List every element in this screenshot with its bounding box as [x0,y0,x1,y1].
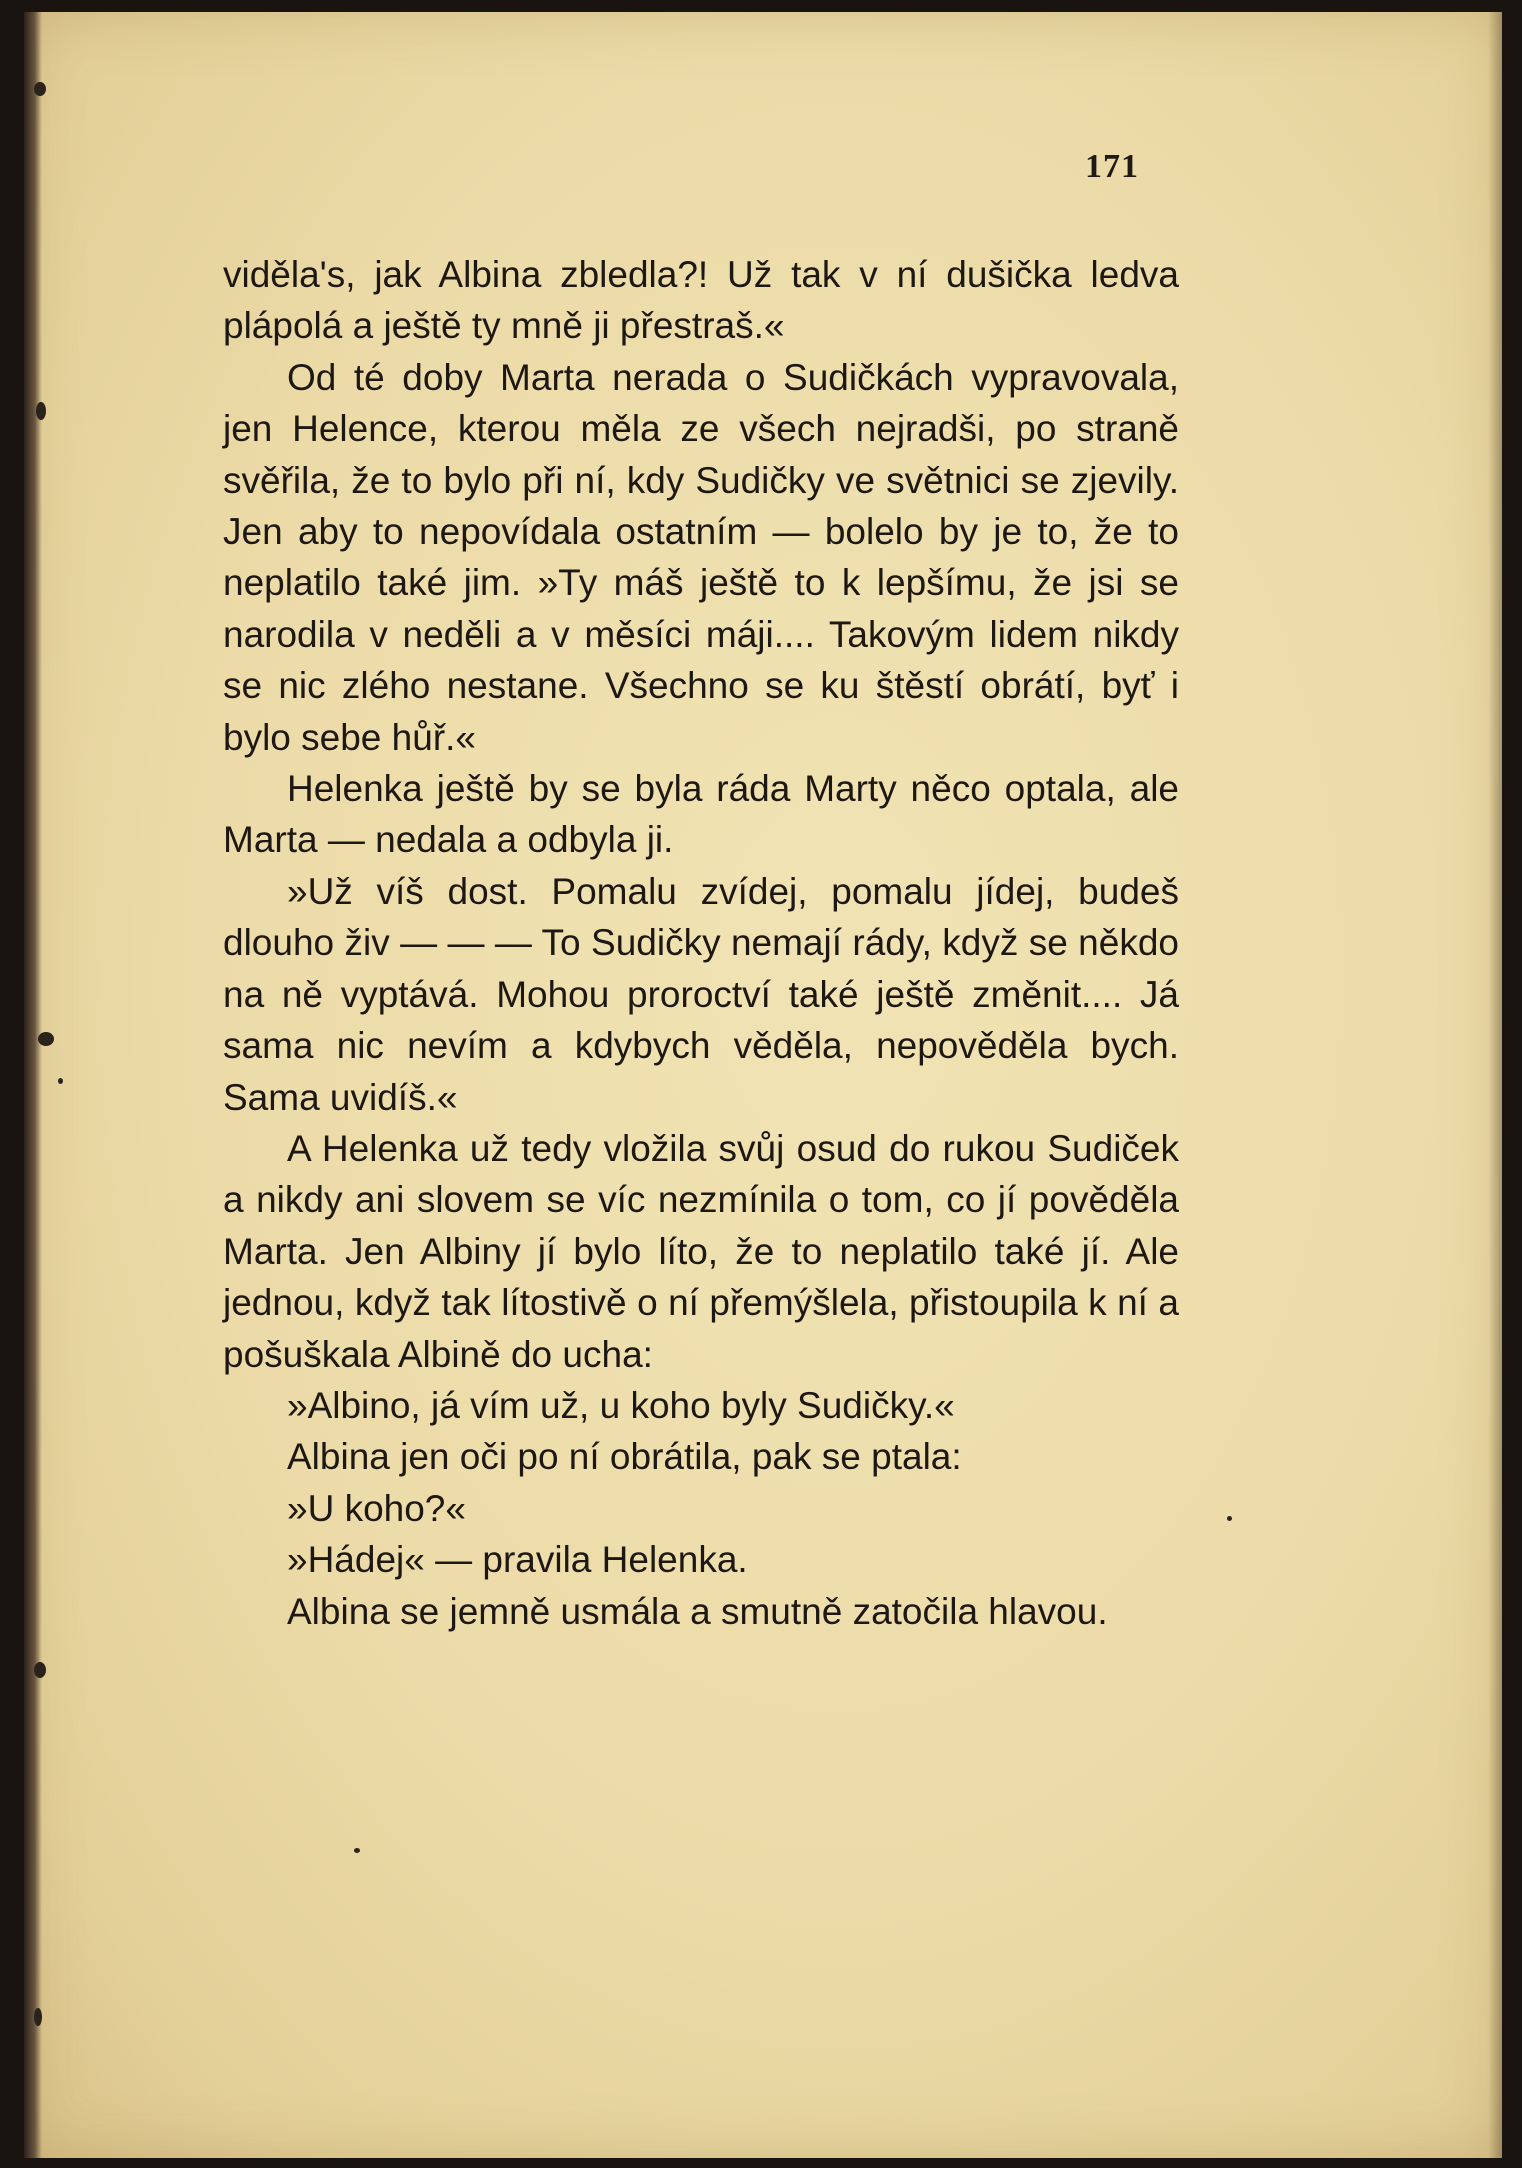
ink-speck [34,1662,46,1678]
page-number: 171 [1085,148,1139,185]
paragraph: »Hádej« — pravila Helenka. [287,1539,748,1581]
ink-speck [1227,1516,1232,1521]
paragraph: Helenka ještě by se byla ráda Marty něco optala, ale Marta — nedala a odbyla ji. [223,768,1179,861]
page-binding-edge [24,12,42,2158]
page-right-edge [1488,12,1502,2158]
paragraph: »Albino, já vím už, u koho byly Sudičky.« [287,1384,955,1426]
book-page [24,12,1502,2158]
ink-speck [58,1078,63,1084]
paragraph: »U koho?« [287,1487,466,1529]
paragraph: viděla's, jak Albina zbledla?! Už tak v ní dušička ledva plápolá a ještě ty mně ji přestraš.« [223,254,1179,347]
paragraph: A Helenka už tedy vložila svůj osud do rukou Sudiček a nikdy ani slovem se víc nezmínila o tom, co jí pověděla Marta. Jen Albiny jí bylo líto, že to neplatilo také jí. Ale jednou, když tak lítostivě o ní přemýšlela, přistoupila k ní a pošuškala Albině do ucha: [223,1127,1179,1375]
paragraph: Albina jen oči po ní obrátila, pak se ptala: [287,1436,962,1478]
ink-speck [354,1848,360,1853]
page-body-text [223,249,1179,1637]
paragraph: »Už víš dost. Pomalu zvídej, pomalu jídej, budeš dlouho živ — — — To Sudičky nemají rády, když se někdo na ně vyptává. Mohou proroctví také ještě změnit.... Já sama nic nevím a kdybych věděla, nepověděla bych. Sama uvidíš.« [223,870,1179,1118]
ink-speck [36,402,46,420]
paragraph: Albina se jemně usmála a smutně zatočila hlavou. [287,1590,1108,1632]
ink-speck [34,2008,42,2026]
ink-speck [38,1032,54,1046]
ink-speck [34,82,46,96]
paragraph: Od té doby Marta nerada o Sudičkách vypravovala, jen Helence, kterou měla ze všech nejradši, po straně svěřila, že to bylo při ní, kdy Sudičky ve světnici se zjevily. Jen aby to nepovídala ostatním — bolelo by je to, že to neplatilo také jim. »Ty máš ještě to k lepšímu, že jsi se narodila v neděli a v měsíci máji.... Takovým lidem nikdy se nic zlého nestane. Všechno se ku štěstí obrátí, byť i bylo sebe hůř.« [223,356,1179,758]
